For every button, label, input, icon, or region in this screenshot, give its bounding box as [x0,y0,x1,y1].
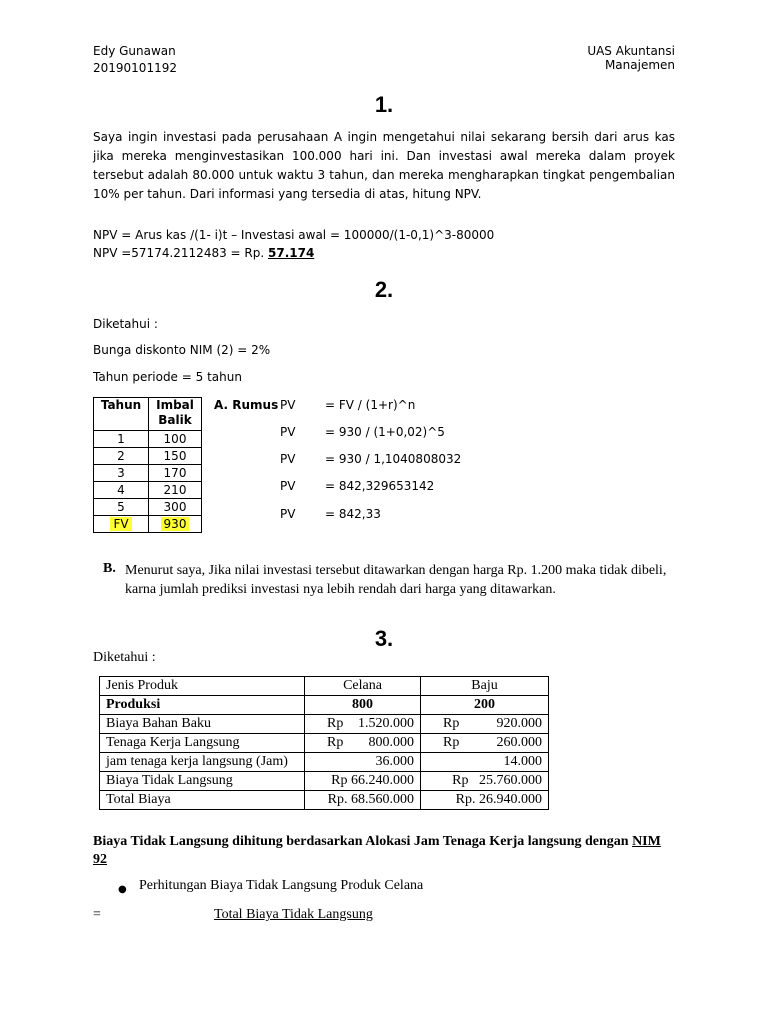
pv-lhs: PV [280,425,296,439]
cell-year: 5 [94,499,149,516]
amount: 1.520.000 [358,716,414,731]
pv-rhs: = 930 / 1,1040808032 [325,452,462,466]
author-name: Edy Gunawan [93,44,176,58]
allocation-nim: NIM [632,834,661,849]
cell-return: 300 [149,499,202,516]
pv-lhs: PV [280,507,296,521]
pv-rhs: = FV / (1+r)^n [325,398,416,412]
currency: Rp [443,716,460,731]
cell-return: 170 [149,465,202,482]
cost-table [99,676,549,810]
cell-celana: 36.000 [305,753,421,772]
cell-label: Biaya Tidak Langsung [100,772,305,791]
section-2-number: 2. [374,277,394,302]
pv-rhs: = 930 / (1+0,02)^5 [325,425,445,439]
diketahui-label-3: Diketahui : [93,650,156,665]
table-row [100,791,549,810]
table-row [94,448,202,465]
table-row [100,734,549,753]
cell-baju: 14.000 [421,753,549,772]
cell-baju [421,734,549,753]
table-row [100,753,549,772]
b-label: B. [103,561,116,576]
cell-baju: 200 [421,696,549,715]
pv-lhs: PV [280,479,296,493]
header-jenis-produk: Jenis Produk [100,677,305,696]
fraction-numerator: Total Biaya Tidak Langsung [214,907,373,922]
period-years: Tahun periode = 5 tahun [93,370,242,384]
header-tahun: Tahun [94,398,149,431]
return-table [93,397,202,533]
allocation-nim-2: 92 [93,852,107,867]
bullet-text: Perhitungan Biaya Tidak Langsung Produk Celana [139,878,424,893]
allocation-text: Biaya Tidak Langsung dihitung berdasarkan Alokasi Jam Tenaga Kerja langsung dengan [93,834,633,849]
cell-label: jam tenaga kerja langsung (Jam) [100,753,305,772]
cell-year: 2 [94,448,149,465]
amount: 260.000 [496,735,542,750]
cell-return: 100 [149,431,202,448]
pv-lhs: PV [280,452,296,466]
amount: 920.000 [496,716,542,731]
discount-rate: Bunga diskonto NIM (2) = 2% [93,343,271,357]
table-row [100,715,549,734]
pv-rhs: = 842,329653142 [325,479,435,493]
b-text: Menurut saya, Jika nilai investasi tersebut ditawarkan dengan harga Rp. 1.200 maka tidak dibeli, karna jumlah prediksi investasi nya lebih rendah dari harga yang ditawarkan. [125,563,667,597]
header-baju: Baju [421,677,549,696]
currency: Rp [327,735,344,750]
cell-celana: 800 [305,696,421,715]
table-row [94,431,202,448]
cell-baju: Rp. 26.940.000 [421,791,549,810]
header-celana: Celana [305,677,421,696]
npv-result-value: 57.174 [268,246,315,260]
cell-label: Produksi [100,696,305,715]
section-1-number: 1. [374,92,394,117]
cell-celana: Rp 66.240.000 [305,772,421,791]
currency: Rp [443,735,460,750]
fv-label-cell [94,516,149,533]
npv-result-prefix: NPV =57174.2112483 = Rp. [93,246,268,260]
pv-rhs: = 842,33 [325,507,381,521]
cell-year: 3 [94,465,149,482]
cell-year: 1 [94,431,149,448]
cell-return: 150 [149,448,202,465]
amount: 800.000 [368,735,414,750]
fv-value: 930 [161,517,190,531]
section-3-number: 3. [374,626,394,651]
fv-label: FV [110,517,131,531]
section-1-paragraph: Saya ingin investasi pada perusahaan A ingin mengetahui nilai sekarang bersih dari arus kas jika mereka menginvestasikan 100.000 hari ini. Dan investasi awal mereka dalam proyek tersebut adalah 80.000 untuk waktu 3 tahun, dan mereka mengharapkan tingkat pengembalian 10% per tahun. Dari informasi yang tersedia di atas, hitung NPV. [93,130,675,201]
student-id: 20190101192 [93,61,177,75]
currency: Rp [327,716,344,731]
cell-baju [421,715,549,734]
cell-celana: Rp. 68.560.000 [305,791,421,810]
table-header-row [94,398,202,431]
table-header-row [100,677,549,696]
table-row [94,465,202,482]
cell-year: 4 [94,482,149,499]
cell-celana [305,734,421,753]
header-imbal-balik: Imbal Balik [149,398,202,431]
course-title: UAS Akuntansi Manajemen [587,44,675,72]
table-row [94,499,202,516]
cell-celana [305,715,421,734]
allocation-note [93,833,678,869]
npv-formula: NPV = Arus kas /(1- i)t – Investasi awal = 100000/(1-0,1)^3-80000 [93,228,495,242]
cell-label: Biaya Bahan Baku [100,715,305,734]
fv-value-cell [149,516,202,533]
cell-label: Tenaga Kerja Langsung [100,734,305,753]
table-row [100,772,549,791]
npv-result [93,246,314,260]
cell-baju: Rp 25.760.000 [421,772,549,791]
cell-label: Total Biaya [100,791,305,810]
cell-return: 210 [149,482,202,499]
diketahui-label: Diketahui : [93,317,158,331]
equals-sign: = [93,907,101,922]
rumus-label: A. Rumus [214,398,279,412]
fv-row [94,516,202,533]
produksi-row [100,696,549,715]
bullet-icon: ● [118,884,127,895]
table-row [94,482,202,499]
pv-lhs: PV [280,398,296,412]
